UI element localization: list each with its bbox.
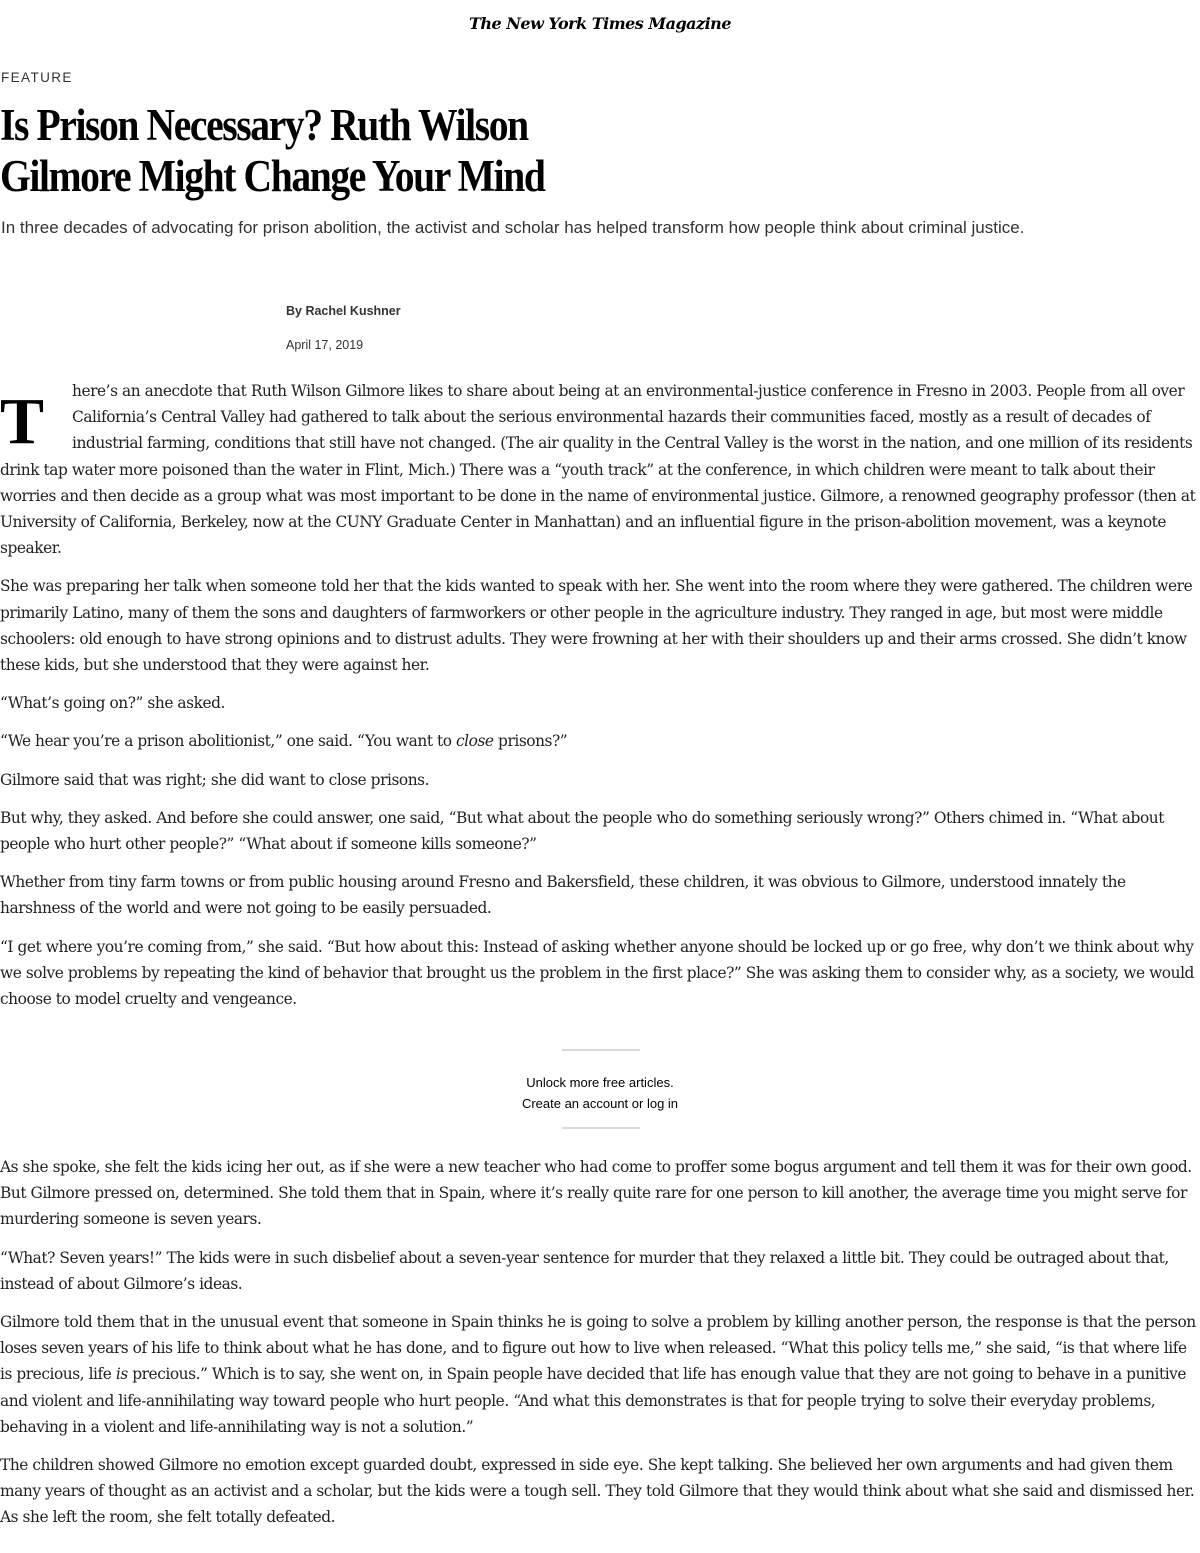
byline: By Rachel Kushner (286, 304, 401, 318)
quote-text: prisons?” (493, 732, 568, 751)
first-paragraph-text: here’s an anecdote that Ruth Wilson Gilmore likes to share about being at an environmental-justice conference in Fresno in 2003. People from all over California’s Central Valley had gathered to talk about the serious environmental hazards their communities faced, mostly as a result of decades of industrial farming, conditions that still have not changed. (The air quality in the Central Valley is the worst in the nation, and one million of its residents drink tap water more poisoned than the water in Flint, Mich.) There was a “youth track” at the conference, in which children were meant to talk about their worries and then decide as a group what was most important to be done in the name of environmental justice. Gilmore, a renowned geography professor (then at University of California, Berkeley, now at the CUNY Graduate Center in Manhattan) and an influential figure in the prison-abolition movement, was a keynote speaker. (0, 382, 1196, 558)
article-body-top (0, 378, 1198, 1024)
article-paragraph: “What? Seven years!” The kids were in such disbelief about a seven-year sentence for murder that they relaxed a little bit. They could be outraged about that, instead of about Gilmore’s ideas. (0, 1248, 1169, 1293)
article-paragraph: “I get where you’re coming from,” she said. “But how about this: Instead of asking whether anyone should be locked up or go free, why don’t we think about why we solve problems by repeating the kind of behavior that brought us the problem in the first place?” She was asking them to consider why, as a society, we would choose to model cruelty and vengeance. (0, 937, 1194, 1009)
quote-text: “We hear you’re a prison abolitionist,” one said. “You want to (0, 732, 457, 751)
article-summary: In three decades of advocating for prison abolition, the activist and scholar has helped transform how people think about criminal justice. (1, 218, 1025, 237)
article-paragraph: As she spoke, she felt the kids icing her out, as if she were a new teacher who had come to proffer some bogus argument and tell them it was for their own good. But Gilmore pressed on, determined. She told them that in Spain, where it’s really quite rare for one person to kill another, the average time you might serve for murdering someone is seven years. (0, 1158, 1192, 1229)
article-body-bottom (0, 1154, 1198, 1543)
article-paragraph: Whether from tiny farm towns or from public housing around Fresno and Bakersfield, these children, it was obvious to Gilmore, understood innately the harshness of the world and were not going to be easily persuaded. (0, 873, 1126, 918)
article-paragraph: Gilmore said that was right; she did want to close prisons. (0, 770, 430, 789)
divider (562, 1049, 640, 1051)
drop-cap: T (0, 385, 44, 458)
quote-emphasis: close (456, 732, 494, 751)
masthead-logo[interactable]: The New York Times Magazine (468, 14, 731, 33)
article-paragraph: She was preparing her talk when someone told her that the kids wanted to speak with her. She went into the room where they were gathered. The children were primarily Latino, many of them the sons and daughters of farmworkers or other people in the agriculture industry. They ranged in age, but most were middle schoolers: old enough to have strong opinions and to distrust adults. They were frowning at her with their shoulders up and their arms crossed. She didn’t know these kids, but she understood that they were against her. (0, 577, 1193, 675)
article-paragraph: The children showed Gilmore no emotion except guarded doubt, expressed in side eye. She kept talking. She believed her own arguments and had given them many years of thought as an activist and a scholar, but the kids were a tough sell. They told Gilmore that they would think about what she said and dismissed her. As she left the room, she felt totally defeated. (0, 1456, 1195, 1527)
paragraph-emphasis: is (115, 1365, 128, 1384)
section-kicker[interactable]: FEATURE (1, 70, 73, 85)
paragraph-text: Gilmore told them that in the unusual event that someone in Spain thinks he is going to solve a problem by killing another person, the response is that the person loses seven years of his life to think about what he has done, and to figure out how to live when released. “What this policy tells me,” she said, “is that where life is precious, life (0, 1313, 1196, 1384)
publish-date: April 17, 2019 (286, 338, 364, 352)
divider (562, 1127, 640, 1129)
paywall-prompt (0, 1072, 1200, 1114)
article-paragraph (0, 1309, 1198, 1440)
paragraph-text: precious.” Which is to say, she went on, in Spain people have decided that life has enough value that they are not going to behave in a punitive and violent and life-annihilating way toward people who hurt people. “And what this demonstrates is that for people trying to solve their everyday problems, behaving in a violent and life-annihilating way is not a solution.” (0, 1365, 1187, 1436)
paywall-message: Unlock more free articles. (526, 1075, 674, 1090)
article-paragraph: “What’s going on?” she asked. (0, 694, 225, 713)
article-paragraph (0, 728, 1198, 754)
article-headline: Is Prison Necessary? Ruth Wilson Gilmore Might Change Your Mind (0, 100, 545, 201)
create-account-link[interactable]: Create an account or log in (521, 1096, 679, 1111)
article-paragraph: But why, they asked. And before she could answer, one said, “But what about the people who do something seriously wrong?” Others chimed in. “What about people who hurt other people?” “What about if someone kills someone?” (0, 808, 1164, 854)
article-paragraph (0, 378, 1198, 561)
